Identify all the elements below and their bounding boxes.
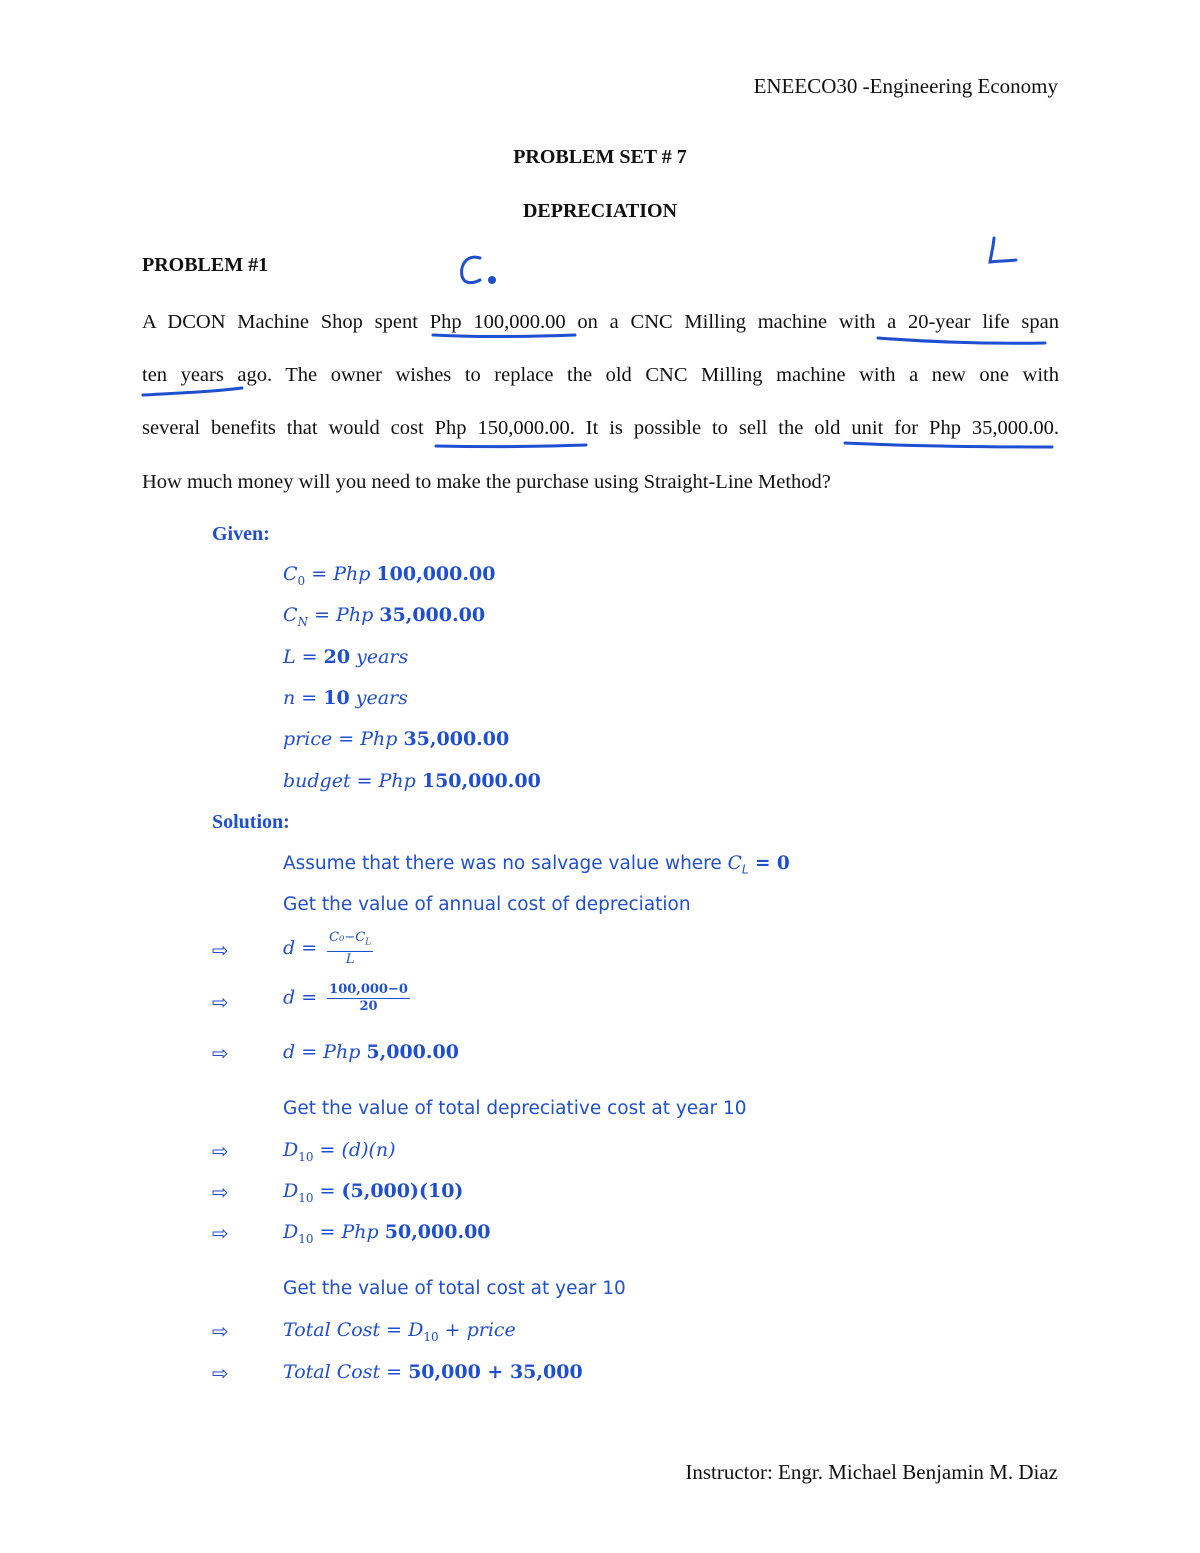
handwritten-c-mark [462,257,480,282]
fraction: $\frac{100,000-0}{20}$ [329,982,408,1014]
step-total-substituted: Total Cost = 50,000 + 35,000 [283,1361,583,1383]
arrow-icon: ⇨ [212,1361,229,1385]
arrow-icon: ⇨ [212,990,229,1014]
step-D10-result: $D_{10}$ = Php 50,000.00 [283,1221,491,1246]
solution-note-total-cost: Get the value of total cost at year 10 [283,1278,626,1299]
arrow-icon: ⇨ [212,1139,229,1163]
step-total-formula: Total Cost = $D_{10}$ + price [283,1319,516,1344]
given-item-cn: $C_N$ = Php 35,000.00 [283,604,486,629]
arrow-icon: ⇨ [212,938,229,962]
given-item-n: n = 10 years [283,687,408,709]
step-d-result: d = Php 5,000.00 [283,1041,459,1063]
arrow-icon: ⇨ [212,1319,229,1343]
solution-note-annual: Get the value of annual cost of depreciation [283,894,691,915]
arrow-icon: ⇨ [212,1041,229,1065]
given-item-price: price = Php 35,000.00 [283,728,510,750]
problem-line-3: several benefits that would cost Php 150,000.00. It is possible to sell the old unit for Php 35,000.00. [142,417,1059,439]
step-d-substituted: d = $\frac{100,000-0}{20}$ [283,982,408,1014]
solution-label: Solution: [212,811,290,833]
arrow-icon: ⇨ [212,1221,229,1245]
fraction: $\frac{C_0-C_L}{L}$ [329,930,372,967]
course-header: ENEECO30 -Engineering Economy [753,74,1058,98]
step-D10-substituted: $D_{10} = (5,000)(10)$ [283,1180,464,1205]
instructor-footer: Instructor: Engr. Michael Benjamin M. Diaz [685,1460,1058,1484]
problem-line-4: How much money will you need to make the purchase using Straight-Line Method? [142,471,831,493]
step-d-formula: d = $\frac{C_0-C_L}{L}$ [283,930,372,967]
topic-title: DEPRECIATION [522,200,678,222]
step-D10-formula: $D_{10} = (d)(n)$ [283,1139,396,1164]
given-item-c0: $C_0$ = Php 100,000.00 [283,563,496,588]
given-item-budget: budget = Php 150,000.00 [283,770,541,792]
problem-label: PROBLEM #1 [142,254,269,276]
given-item-life: L = 20 years [283,646,409,668]
handwritten-dot-mark [490,278,495,283]
handwritten-l-mark [990,238,1016,262]
solution-note-total-depreciation: Get the value of total depreciative cost at year 10 [283,1098,747,1119]
problem-line-1: A DCON Machine Shop spent Php 100,000.00 on a CNC Milling machine with a 20-year life span [142,311,1059,333]
underline-life [878,338,1045,343]
problem-line-2: ten years ago. The owner wishes to replace the old CNC Milling machine with a new one with [142,364,1059,386]
underline-sale [845,443,1052,447]
arrow-icon: ⇨ [212,1180,229,1204]
problem-set-title: PROBLEM SET # 7 [513,146,687,168]
solution-note-assume: Assume that there was no salvage value where $C_L = 0$ [283,853,790,877]
given-label: Given: [212,523,270,545]
underline-ten-years [143,388,242,395]
underline-new-cost [436,445,586,447]
